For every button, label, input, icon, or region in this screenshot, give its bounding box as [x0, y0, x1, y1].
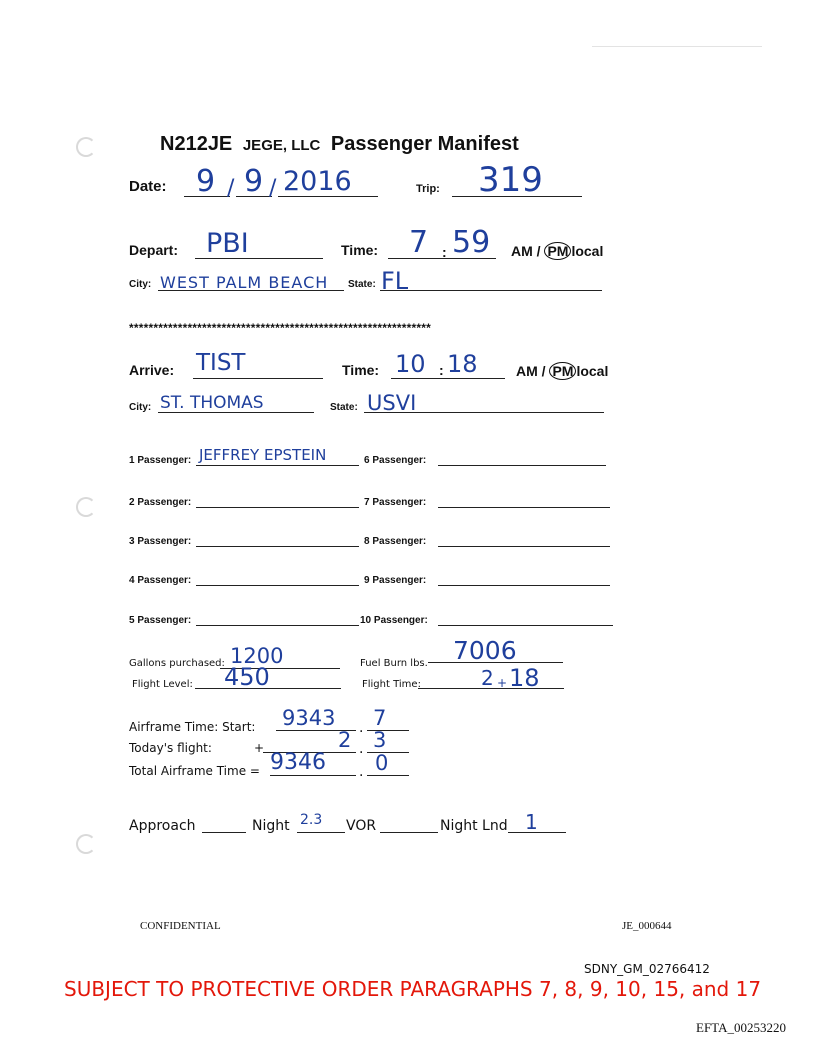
manifest-header: [160, 133, 519, 156]
binder-hole-bottom: [76, 834, 96, 854]
date-sep-2: /: [269, 176, 277, 201]
flight-time-plus: +: [497, 676, 508, 690]
arrive-time-line: [391, 378, 505, 379]
total-airframe-whole: 9346: [270, 750, 326, 775]
night-label: Night: [252, 818, 290, 834]
passenger-2-label: 2 Passenger:: [129, 497, 192, 508]
tail-number: N212JE: [160, 133, 233, 155]
passenger-4-label: 4 Passenger:: [129, 575, 192, 586]
approach-line: [202, 832, 246, 833]
protective-order-notice: SUBJECT TO PROTECTIVE ORDER PARAGRAPHS 7, 8, 9, 10, 15, and 17: [64, 977, 762, 1001]
flight-level-value: 450: [224, 663, 270, 691]
passenger-10-line: [438, 625, 613, 626]
flight-time-hours: 2: [481, 666, 494, 690]
depart-state-line: [380, 290, 602, 291]
passenger-5-label: 5 Passenger:: [129, 615, 192, 626]
depart-city-label: City:: [129, 279, 152, 290]
total-airframe-label: Total Airframe Time =: [129, 764, 260, 778]
bates-number: JE_000644: [622, 920, 672, 932]
arrive-time-min: 18: [447, 350, 478, 378]
airframe-start-decimal: 7: [373, 706, 387, 730]
arrive-city-label: City:: [129, 402, 152, 413]
depart-airport: PBI: [206, 228, 249, 259]
passenger-2-line: [196, 507, 359, 508]
company-name: JEGE, LLC: [242, 137, 321, 154]
passenger-4-line: [196, 585, 359, 586]
passenger-5-line: [196, 625, 359, 626]
passenger-1-name: JEFFREY EPSTEIN: [199, 446, 327, 464]
passenger-3-line: [196, 546, 359, 547]
arrive-time-label: Time:: [342, 362, 380, 378]
arrive-time-colon: :: [439, 362, 444, 378]
date-label: Date:: [129, 178, 167, 195]
date-month: 9: [196, 164, 216, 199]
passenger-6-label: 6 Passenger:: [364, 455, 427, 466]
arrive-label: Arrive:: [129, 362, 175, 378]
arrive-state-label: State:: [330, 402, 358, 413]
date-day: 9: [244, 164, 264, 199]
passenger-7-label: 7 Passenger:: [364, 497, 427, 508]
arrive-city: ST. THOMAS: [160, 393, 264, 413]
sdny-stamp: SDNY_GM_02766412: [584, 962, 710, 976]
vor-line: [380, 832, 438, 833]
binder-hole-top: [76, 137, 96, 157]
gallons-label: Gallons purchased:: [129, 658, 225, 669]
depart-time-hour: 7: [409, 225, 429, 260]
passenger-8-label: 8 Passenger:: [364, 536, 427, 547]
today-flight-plus: +: [254, 741, 265, 755]
today-flight-dot: .: [359, 741, 364, 757]
arrive-state: USVI: [367, 391, 417, 415]
passenger-6-line: [438, 465, 606, 466]
fuel-burn-label: Fuel Burn lbs.: [360, 658, 428, 669]
section-separator: **************************************************************: [129, 321, 431, 335]
passenger-3-label: 3 Passenger:: [129, 536, 192, 547]
night-line: [297, 832, 345, 833]
depart-state-label: State:: [348, 279, 376, 290]
document-title: Passenger Manifest: [330, 133, 519, 155]
airframe-start-whole: 9343: [282, 706, 336, 730]
depart-local: local: [571, 243, 604, 259]
today-flight-whole: 2: [338, 728, 352, 752]
depart-am: AM /: [511, 243, 541, 259]
depart-city: WEST PALM BEACH: [160, 273, 329, 292]
passenger-9-label: 9 Passenger:: [364, 575, 427, 586]
flight-level-label: Flight Level:: [132, 679, 193, 690]
depart-time-label: Time:: [341, 242, 379, 258]
trip-number: 319: [478, 160, 543, 200]
passenger-8-line: [438, 546, 610, 547]
today-flight-decimal: 3: [373, 728, 387, 752]
passenger-9-line: [438, 585, 610, 586]
trip-label: Trip:: [416, 183, 440, 195]
arrive-ampm: [516, 362, 608, 380]
arrive-line: [193, 378, 323, 379]
flight-time-label: Flight Time:: [362, 679, 421, 690]
fuel-burn-value: 7006: [453, 636, 517, 665]
arrive-am: AM /: [516, 363, 546, 379]
passenger-1-line: [196, 465, 359, 466]
airframe-start-label: Airframe Time: Start:: [129, 720, 256, 734]
depart-ampm: [511, 242, 603, 260]
date-year: 2016: [283, 166, 352, 197]
depart-pm-circled: PM: [544, 242, 571, 260]
total-airframe-decimal: 0: [375, 751, 389, 775]
binder-hole-middle: [76, 497, 96, 517]
date-sep-1: /: [227, 176, 235, 201]
night-value: 2.3: [300, 812, 323, 828]
flight-time-minutes: 18: [509, 664, 540, 692]
arrive-local: local: [576, 363, 609, 379]
passenger-7-line: [438, 507, 610, 508]
scan-rule: [592, 46, 762, 47]
passenger-1-label: 1 Passenger:: [129, 455, 192, 466]
arrive-time-hour: 10: [395, 350, 426, 378]
night-landing-value: 1: [525, 810, 538, 834]
confidential-label: CONFIDENTIAL: [140, 920, 221, 932]
efta-number: EFTA_00253220: [696, 1020, 786, 1035]
total-airframe-line: [270, 775, 356, 776]
arrive-pm-circled: PM: [549, 362, 576, 380]
night-landing-label: Night Lnd: [440, 818, 508, 834]
passenger-10-label: 10 Passenger:: [360, 615, 428, 626]
approach-label: Approach: [129, 818, 196, 834]
depart-label: Depart:: [129, 242, 179, 258]
depart-time-colon: :: [442, 244, 447, 260]
depart-state: FL: [381, 267, 409, 295]
vor-label: VOR: [346, 818, 377, 834]
today-flight-label: Today's flight:: [129, 741, 212, 755]
airframe-start-dot: .: [359, 720, 364, 736]
depart-time-min: 59: [452, 225, 491, 260]
arrive-airport: TIST: [196, 350, 246, 376]
total-airframe-dec-line: [367, 775, 409, 776]
total-airframe-dot: .: [359, 764, 364, 780]
gallons-value: 1200: [230, 644, 284, 668]
